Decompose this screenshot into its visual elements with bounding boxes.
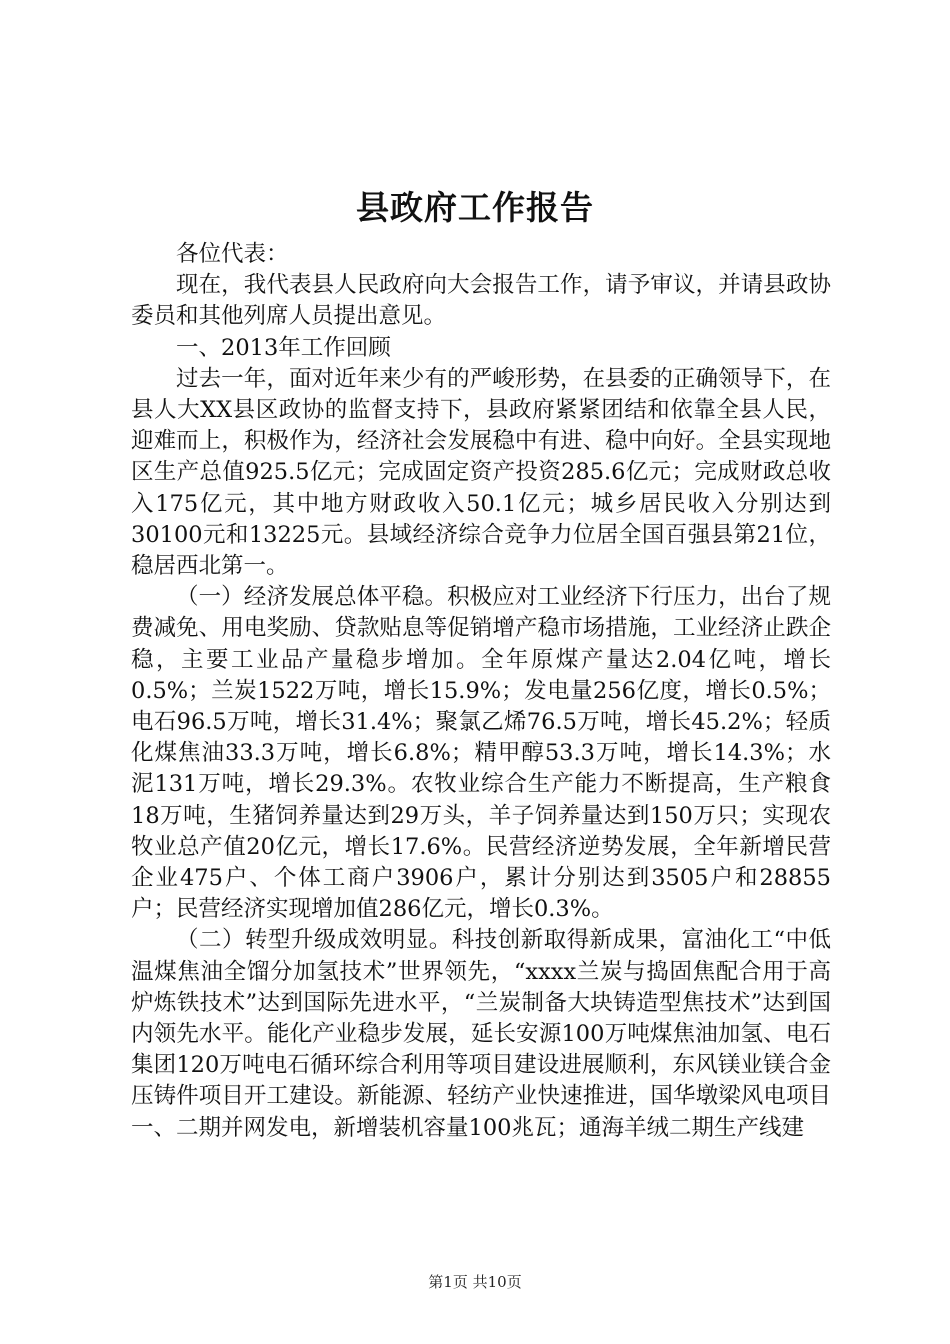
intro-paragraph: 现在，我代表县人民政府向大会报告工作，请予审议，并请县政协委员和其他列席人员提出意见。 <box>131 272 831 330</box>
salutation-paragraph: 各位代表： <box>176 241 289 267</box>
transformation-paragraph: （二）转型升级成效明显。科技创新取得新成果，富油化工“中低温煤焦油全馏分加氢技术”世界领先，“xxxx兰炭与捣固焦配合用于高炉炼铁技术”达到国际先进水平，“兰炭制备大块铸造型焦技术”达到国内领先水平。能化产业稳步发展，延长安源100万吨煤焦油加氢、电石集团120万吨电石循环综合利用等项目建设进展顺利，东风镁业镁合金压铸件项目开工建设。新能源、轻纺产业快速推进，国华墩梁风电项目一、二期并网发电，新增装机容量100兆瓦；通海羊绒二期生产线建 <box>131 927 831 1141</box>
page-number-footer: 第1页 共10页 <box>428 1273 522 1291</box>
economy-paragraph: （一）经济发展总体平稳。积极应对工业经济下行压力，出台了规费减免、用电奖励、贷款贴息等促销增产稳市场措施，工业经济止跌企稳，主要工业品产量稳步增加。全年原煤产量达2.04亿吨，增长0.5%；兰炭1522万吨，增长15.9%；发电量256亿度，增长0.5%；电石96.5万吨，增长31.4%；聚氯乙烯76.5万吨，增长45.2%；轻质化煤焦油33.3万吨，增长6.8%；精甲醇53.3万吨，增长14.3%；水泥131万吨，增长29.3%。农牧业综合生产能力不断提高，生产粮食18万吨，生猪饲养量达到29万头，羊子饲养量达到150万只；实现农牧业总产值20亿元，增长17.6%。民营经济逆势发展，全年新增民营企业475户、个体工商户3906户，累计分别达到3505户和28855户；民营经济实现增加值286亿元，增长0.3%。 <box>131 584 831 923</box>
document-body <box>131 239 831 1144</box>
section-heading: 一、2013年工作回顾 <box>176 334 391 361</box>
document-title: 县政府工作报告 <box>356 188 594 227</box>
review-paragraph: 过去一年，面对近年来少有的严峻形势，在县委的正确领导下，在县人大XX县区政协的监督支持下，县政府紧紧团结和依靠全县人民，迎难而上，积极作为，经济社会发展稳中有进、稳中向好。全县实现地区生产总值925.5亿元；完成固定资产投资285.6亿元；完成财政总收入175亿元，其中地方财政收入50.1亿元；城乡居民收入分别达到30100元和13225元。县域经济综合竞争力位居全国百强县第21位，稳居西北第一。 <box>131 365 831 580</box>
